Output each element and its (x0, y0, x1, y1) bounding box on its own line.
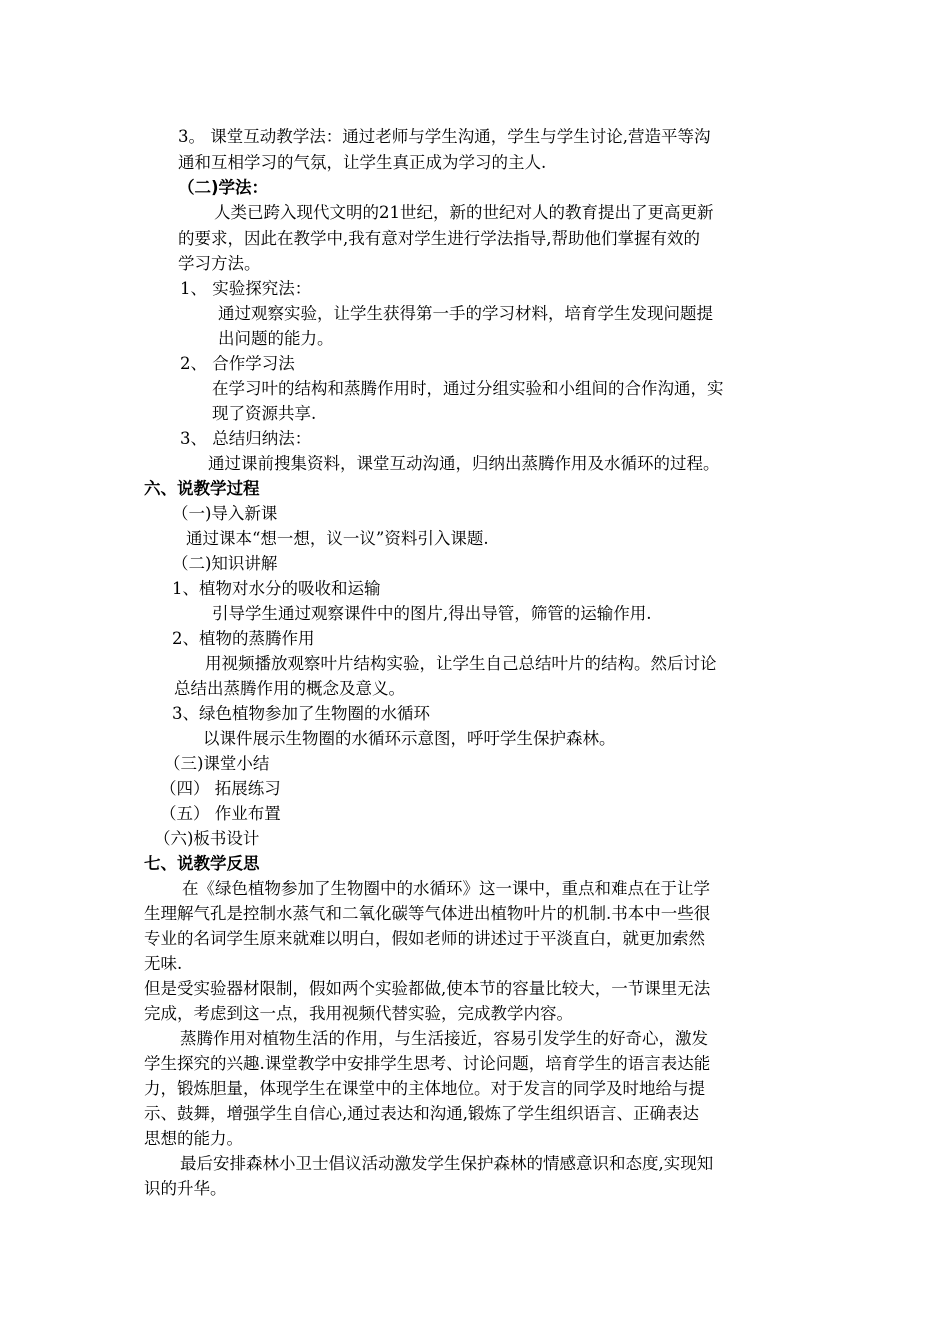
reflection-text: 完成，考虑到这一点，我用视频代替实验，完成教学内容。 (144, 1004, 573, 1023)
section6-intro-title: （一)导入新课 (172, 504, 278, 523)
section6-heading: 六、说教学过程 (144, 479, 260, 498)
knowledge-point-title: 2、植物的蒸腾作用 (172, 629, 315, 648)
method-item-title: 2、 合作学习法 (180, 354, 295, 373)
reflection-text: 在《绿色植物参加了生物圈中的水循环》这一课中，重点和难点在于让学 (182, 879, 710, 898)
method-item-text: 通过观察实验，让学生获得第一手的学习材料，培育学生发现问题提 (218, 304, 713, 323)
knowledge-point-text: 用视频播放观察叶片结构实验，让学生自己总结叶片的结构。然后讨论 (205, 654, 717, 673)
method3-line2: 通和互相学习的气氛，让学生真正成为学习的主人. (178, 153, 547, 172)
knowledge-point-title: 3、绿色植物参加了生物圈的水循环 (172, 704, 430, 723)
method-item-title: 1、 实验探究法： (180, 279, 312, 298)
knowledge-point-title: 1、植物对水分的吸收和运输 (172, 579, 381, 598)
reflection-text: 力，锻炼胆量，体现学生在课堂中的主体地位。对于发言的同学及时地给与提 (144, 1079, 705, 1098)
method-item-title: 3、 总结归纳法： (180, 429, 312, 448)
method-item-text: 现了资源共享. (212, 404, 317, 423)
reflection-text: 蒸腾作用对植物生活的作用，与生活接近，容易引发学生的好奇心，激发 (180, 1029, 708, 1048)
reflection-text: 思想的能力。 (144, 1129, 243, 1148)
section6-summary: （三)课堂小结 (164, 754, 270, 773)
section6-intro-text: 通过课本“想一想，议一议”资料引入课题. (186, 529, 489, 548)
section6-practice: （四） 拓展练习 (160, 779, 281, 798)
reflection-text: 学生探究的兴趣.课堂教学中安排学生思考、讨论问题，培育学生的语言表达能 (144, 1054, 711, 1073)
method-item-text: 出问题的能力。 (218, 329, 334, 348)
section6-board: （六)板书设计 (154, 829, 260, 848)
method-item-text: 通过课前搜集资料，课堂互动沟通，归纳出蒸腾作用及水循环的过程。 (208, 454, 720, 473)
reflection-text: 无味. (144, 954, 183, 973)
method-item-text: 在学习叶的结构和蒸腾作用时，通过分组实验和小组间的合作沟通，实 (212, 379, 724, 398)
reflection-text: 但是受实验器材限制，假如两个实验都做,使本节的容量比较大，一节课里无法 (144, 979, 711, 998)
knowledge-point-text: 引导学生通过观察课件中的图片,得出导管，筛管的运输作用. (212, 604, 652, 623)
reflection-text: 生理解气孔是控制水蒸气和二氧化碳等气体进出植物叶片的机制.书本中一些很 (144, 904, 711, 923)
learning-intro-line3: 学习方法。 (178, 254, 261, 273)
section7-heading: 七、说教学反思 (144, 854, 260, 873)
learning-intro-line1: 人类已跨入现代文明的21世纪，新的世纪对人的教育提出了更高更新 (214, 203, 714, 222)
reflection-text: 识的升华。 (144, 1179, 227, 1198)
learning-methods-heading: （二)学法： (178, 178, 269, 197)
learning-intro-line2: 的要求，因此在教学中,我有意对学生进行学法指导,帮助他们掌握有效的 (178, 229, 700, 248)
knowledge-point-text: 总结出蒸腾作用的概念及意义。 (174, 679, 405, 698)
reflection-text: 专业的名词学生原来就难以明白，假如老师的讲述过于平淡直白，就更加索然 (144, 929, 705, 948)
reflection-text: 最后安排森林小卫士倡议活动激发学生保护森林的情感意识和态度,实现知 (180, 1154, 714, 1173)
section6-homework: （五） 作业布置 (160, 804, 281, 823)
knowledge-point-text: 以课件展示生物圈的水循环示意图，呼吁学生保护森林。 (203, 729, 616, 748)
section6-knowledge-title: （二)知识讲解 (172, 554, 278, 573)
reflection-text: 示、鼓舞，增强学生自信心,通过表达和沟通,锻炼了学生组织语言、正确表达 (144, 1104, 699, 1123)
method3-line1: 3。 课堂互动教学法：通过老师与学生沟通，学生与学生讨论,营造平等沟 (178, 127, 711, 146)
